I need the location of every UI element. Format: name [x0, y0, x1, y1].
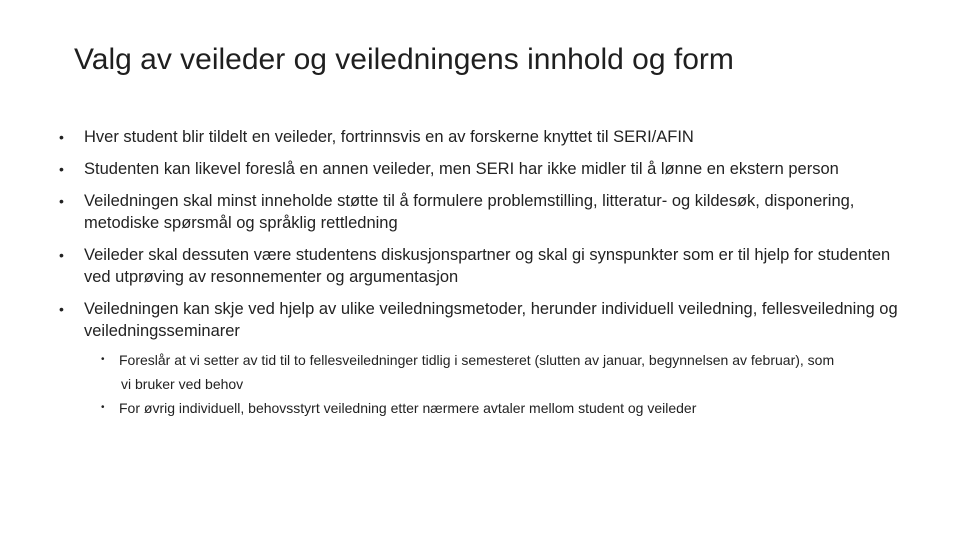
bullet-icon: •	[59, 129, 64, 145]
bullet-list	[56, 126, 916, 418]
sub-bullet-icon: •	[101, 402, 105, 413]
bullet-icon: •	[59, 301, 64, 317]
bullet-text: Veileder skal dessuten være studentens diskusjonspartner og skal gi synspunkter som er til hjelp for studenten ved utprøving av resonnementer og argumentasjon	[84, 246, 891, 286]
sub-bullet-icon: •	[101, 354, 105, 365]
sub-bullet-text: Foreslår at vi setter av tid til to fellesveiledninger tidlig i semesteret (slutten av januar, begynnelsen av februar), som	[119, 352, 835, 368]
sub-bullet-item	[100, 350, 916, 394]
bullet-text: Hver student blir tildelt en veileder, fortrinnsvis en av forskerne knyttet til SERI/AFIN	[84, 128, 694, 146]
bullet-item	[56, 158, 916, 180]
bullet-item	[56, 244, 916, 288]
bullet-item	[56, 298, 916, 342]
sub-bullet-text: For øvrig individuell, behovsstyrt veiledning etter nærmere avtaler mellom student og veileder	[119, 400, 697, 416]
bullet-icon: •	[59, 193, 64, 209]
bullet-text: Veiledningen kan skje ved hjelp av ulike veiledningsmetoder, herunder individuell veiledning, fellesveiledning og veiledningsseminarer	[84, 300, 898, 340]
slide-title: Valg av veileder og veiledningens innhold og form	[74, 43, 734, 76]
bullet-text: Veiledningen skal minst inneholde støtte til å formulere problemstilling, litteratur- og kildesøk, disponering, metodiske spørsmål og språklig rettledning	[84, 192, 855, 232]
bullet-icon: •	[59, 247, 64, 263]
bullet-icon: •	[59, 161, 64, 177]
bullet-text: Studenten kan likevel foreslå en annen veileder, men SERI har ikke midler til å lønne en ekstern person	[84, 160, 839, 178]
bullet-item	[56, 190, 916, 234]
bullet-item	[56, 126, 916, 148]
sub-bullet-continuation: vi bruker ved behov	[121, 376, 244, 392]
sub-bullet-item	[100, 398, 916, 418]
